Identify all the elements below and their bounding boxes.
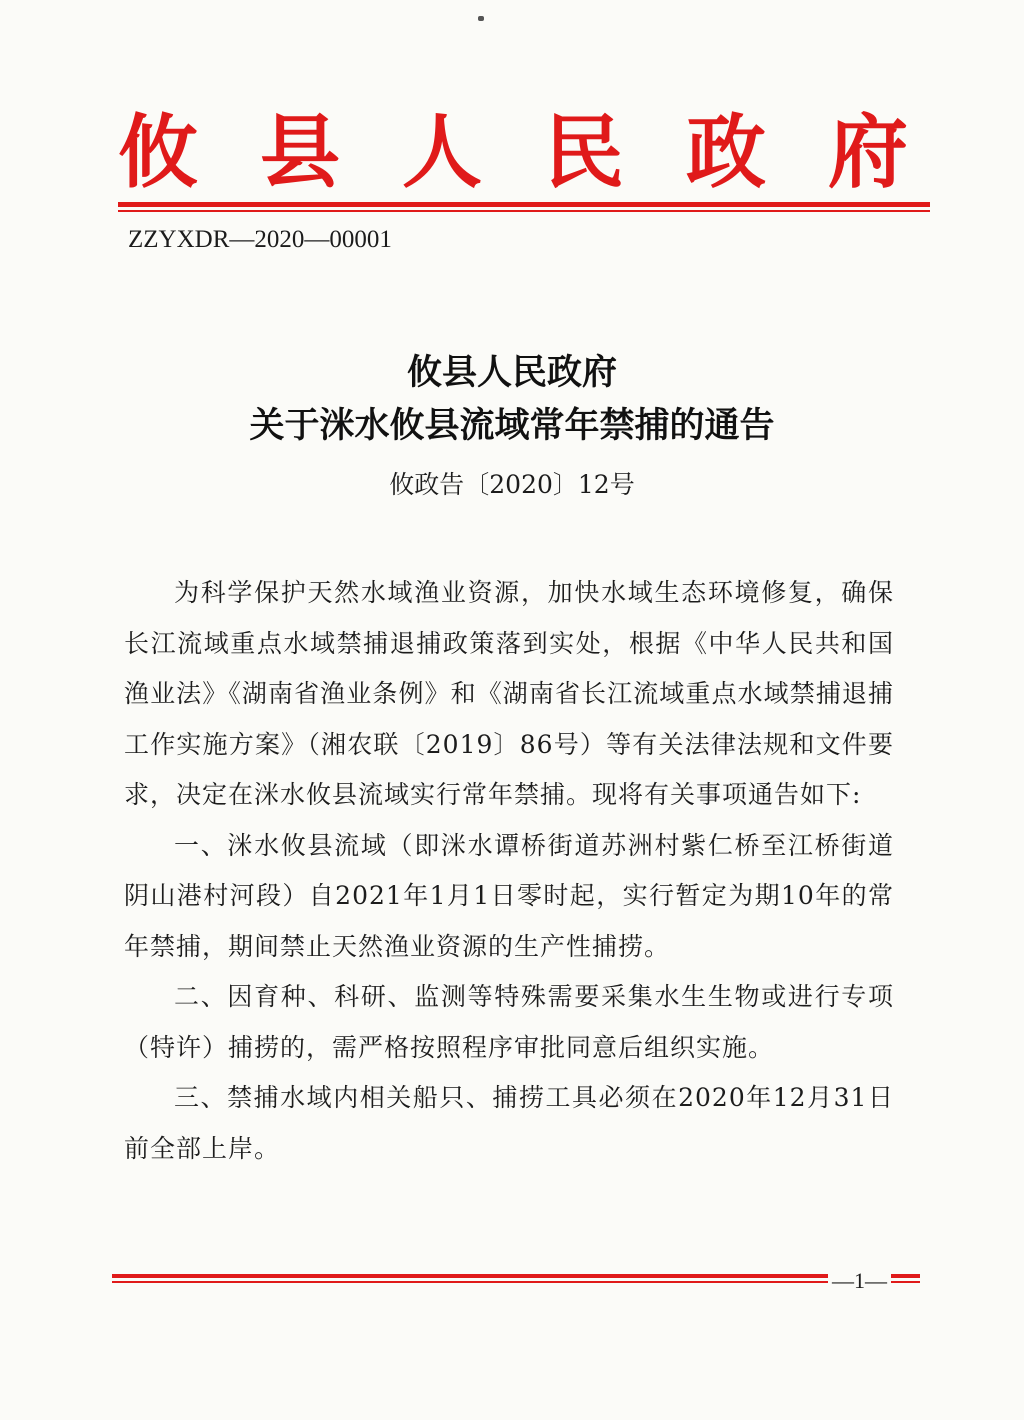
body-paragraph-item-2: 二、因育种、科研、监测等特殊需要采集水生生物或进行专项（特许）捕捞的，需严格按照程序审批同意后组织实施。	[124, 982, 894, 1062]
body-paragraph-intro: 为科学保护天然水域渔业资源，加快水域生态环境修复，确保长江流域重点水域禁捕退捕政策落到实处，根据《中华人民共和国渔业法》《湖南省渔业条例》和《湖南省长江流域重点水域禁捕退捕工作实施方案》（湘农联〔2019〕86号）等有关法律法规和文件要求，决定在洣水攸县流域实行常年禁捕。现将有关事项通告如下:	[124, 578, 894, 809]
header-char: 县	[260, 105, 340, 199]
footer-red-rule	[112, 1274, 920, 1278]
issuing-authority-header	[118, 104, 908, 200]
body-paragraph-item-3: 三、禁捕水域内相关船只、捕捞工具必须在2020年12月31日前全部上岸。	[124, 1083, 894, 1163]
document-title-line-1: 攸县人民政府	[406, 352, 617, 393]
header-char: 人	[402, 105, 482, 199]
document-number: 攸政告〔2020〕12号	[389, 470, 635, 499]
header-char: 府	[828, 105, 908, 199]
document-body	[124, 568, 894, 1174]
body-paragraph-item-1: 一、洣水攸县流域（即洣水谭桥街道苏洲村紫仁桥至江桥街道阴山港村河段）自2021年1月1日零时起，实行暂定为期10年的常年禁捕，期间禁止天然渔业资源的生产性捕捞。	[124, 830, 894, 961]
document-code: ZZYXDR—2020—00001	[128, 226, 392, 253]
document-title-line-2: 关于洣水攸县流域常年禁捕的通告	[249, 405, 775, 446]
scan-speck	[478, 16, 484, 21]
header-red-rule	[118, 202, 930, 207]
footer-red-rule-thin	[112, 1281, 920, 1283]
header-red-rule-thin	[118, 210, 930, 212]
page-number: —1—	[828, 1268, 891, 1294]
header-char: 民	[544, 105, 624, 199]
header-char: 政	[686, 105, 766, 199]
header-char: 攸	[118, 105, 198, 199]
